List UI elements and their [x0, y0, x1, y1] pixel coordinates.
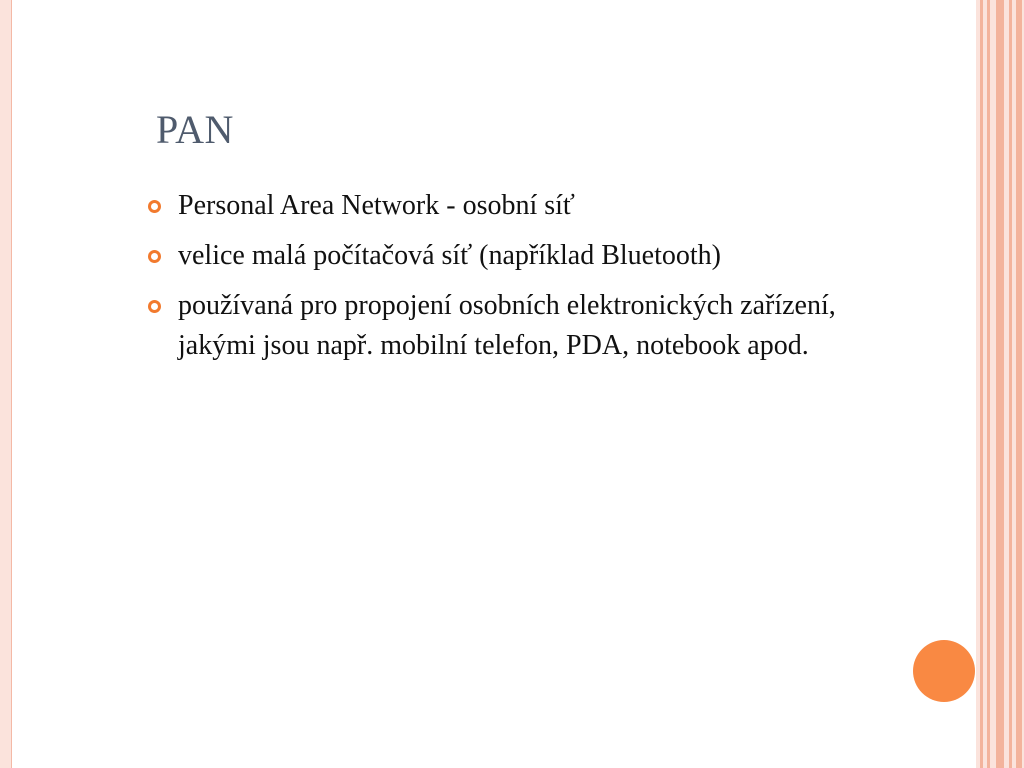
bullet-text: používaná pro propojení osobních elektronických zařízení, jakými jsou např. mobilní telefon, PDA, notebook apod.	[178, 290, 836, 361]
bullet-text: velice malá počítačová síť (například Bluetooth)	[178, 240, 721, 271]
left-border-decoration	[0, 0, 12, 768]
stripe	[1016, 0, 1022, 768]
bullet-item	[148, 236, 888, 276]
accent-circle-decoration	[913, 640, 975, 702]
right-stripes-decoration	[976, 0, 1024, 768]
slide-title: PAN	[156, 107, 234, 152]
stripe	[1009, 0, 1012, 768]
stripe	[987, 0, 990, 768]
bullet-item	[148, 186, 888, 226]
bullet-item	[148, 286, 888, 366]
stripe	[996, 0, 1004, 768]
bullet-ring-icon	[148, 300, 161, 313]
bullet-text: Personal Area Network - osobní síť	[178, 190, 575, 221]
bullet-ring-icon	[148, 250, 161, 263]
bullet-ring-icon	[148, 200, 161, 213]
stripe	[980, 0, 983, 768]
bullet-list	[148, 186, 888, 376]
